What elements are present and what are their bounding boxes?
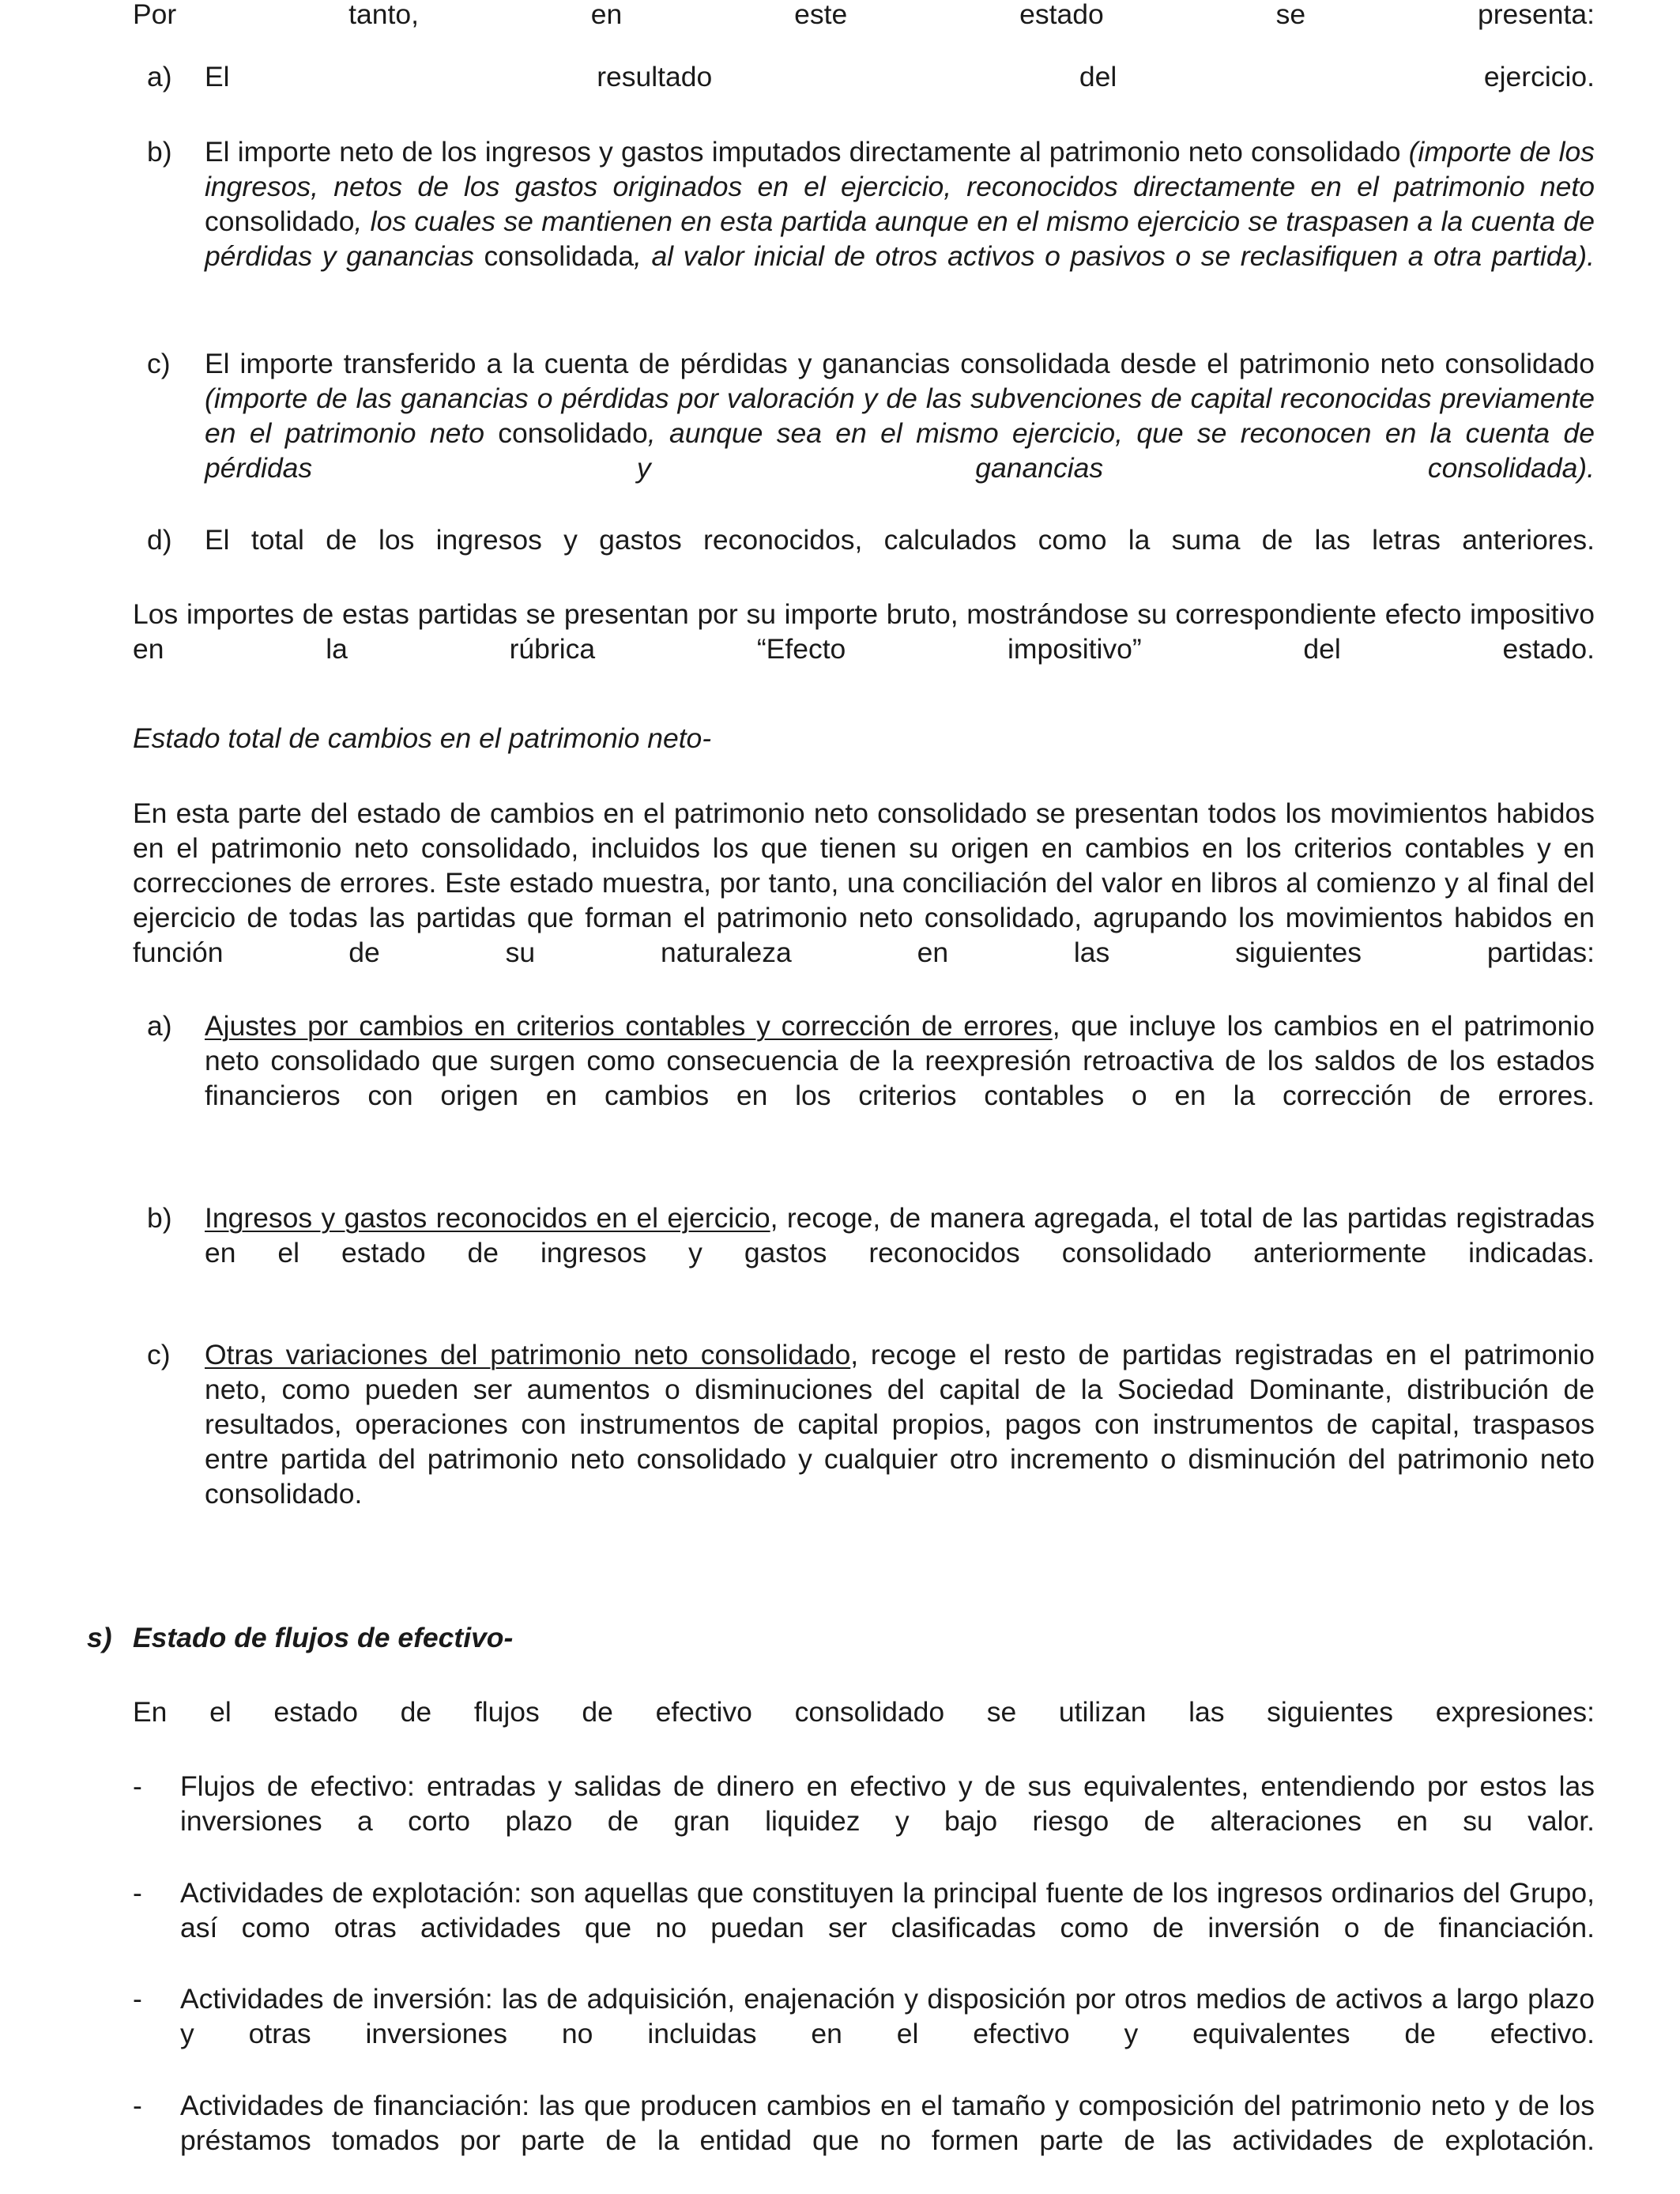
list2-b-title: Ingresos y gastos reconocidos en el ejercicio	[205, 1202, 770, 1234]
list2-a-rest: , que incluye los cambios en el patrimonio neto consolidado que surgen como consecuencia de la reexpresión retroactiva de los saldos de los estados financieros con origen en cambios en los criterios contables o en la corrección de errores.	[205, 1010, 1595, 1111]
list1-b-label: b)	[147, 136, 172, 168]
list1-b-part2: (importe de los ingresos, netos de los gastos originados en el ejercicio, reconocidos directamente en el patrimonio neto	[205, 136, 1595, 202]
dash-item-4-text: Actividades de financiación: las que producen cambios en el tamaño y composición del patrimonio neto y de los préstamos tomados por parte de la entidad que no formen parte de las actividades de explotación.	[180, 2090, 1595, 2156]
dash-item-2-bullet: -	[133, 1877, 142, 1909]
list2-a-label: a)	[147, 1010, 172, 1042]
estado-total-heading: Estado total de cambios en el patrimonio neto-	[133, 722, 712, 754]
list2-b-text	[205, 1201, 1595, 1305]
list2-a-text	[205, 1008, 1595, 1148]
list1-c-text	[205, 346, 1595, 520]
list1-c-label: c)	[147, 348, 171, 379]
list1-a-text: El resultado del ejercicio.	[205, 61, 1595, 92]
list1-b-part6: , al valor inicial de otros activos o pasivos o se reclasifiquen a otra partida).	[634, 240, 1595, 272]
list2-c-text	[205, 1337, 1595, 1546]
list1-c-part3: consolidado	[498, 417, 648, 449]
list2-c-rest: , recoge el resto de partidas registradas en el patrimonio neto, como pueden ser aumentos o disminuciones del capital de la Sociedad Dominante, distribución de resultados, operaciones con instrumentos de capital propios, pagos con instrumentos de capital, traspasos entre partida del patrimonio neto consolidado y cualquier otro incremento o disminución del patrimonio neto consolidado.	[205, 1339, 1595, 1510]
list2-c-label: c)	[147, 1339, 171, 1370]
list2-c-title: Otras variaciones del patrimonio neto consolidado	[205, 1339, 851, 1370]
flujos-intro-paragraph: En el estado de flujos de efectivo consolidado se utilizan las siguientes expresiones:	[133, 1696, 1595, 1728]
list1-d-text: El total de los ingresos y gastos reconocidos, calculados como la suma de las letras anteriores.	[205, 524, 1595, 556]
estado-total-paragraph: En esta parte del estado de cambios en el patrimonio neto consolidado se presentan todos los movimientos habidos en el patrimonio neto consolidado, incluidos los que tienen su origen en cambios en los criterios contables y en correcciones de errores. Este estado muestra, por tanto, una conciliación del valor en libros al comienzo y al final del ejercicio de todas las partidas que forman el patrimonio neto consolidado, agrupando los movimientos habidos en función de su naturaleza en las siguientes partidas:	[133, 797, 1595, 968]
list1-c-part4: , aunque sea en el mismo ejercicio, que se reconocen en la cuenta de pérdidas y ganancias consolidada).	[205, 417, 1595, 484]
dash-item-1-text: Flujos de efectivo: entradas y salidas de dinero en efectivo y de sus equivalentes, entendiendo por estos las inversiones a corto plazo de gran liquidez y bajo riesgo de alteraciones en su valor.	[180, 1770, 1595, 1837]
list1-c-part2: (importe de las ganancias o pérdidas por valoración y de las subvenciones de capital reconocidas previamente en el patrimonio neto	[205, 383, 1595, 449]
intro-paragraph: Por tanto, en este estado se presenta:	[133, 0, 1595, 30]
list1-b-part5: consolidada	[484, 240, 634, 272]
list2-a-title: Ajustes por cambios en criterios contables y corrección de errores	[205, 1010, 1053, 1042]
list1-b-part1: El importe neto de los ingresos y gastos imputados directamente al patrimonio neto consolidado	[205, 136, 1409, 168]
importes-paragraph: Los importes de estas partidas se presentan por su importe bruto, mostrándose su correspondiente efecto impositivo en la rúbrica “Efecto impositivo” del estado.	[133, 598, 1595, 665]
dash-item-2-text: Actividades de explotación: son aquellas que constituyen la principal fuente de los ingresos ordinarios del Grupo, así como otras actividades que no puedan ser clasificadas como de inversión o de financiación.	[180, 1877, 1595, 1943]
list1-b-part4: , los cuales se mantienen en esta partida aunque en el mismo ejercicio se traspasen a la cuenta de pérdidas y ganancias	[205, 205, 1595, 272]
section-s-title: Estado de flujos de efectivo-	[133, 1622, 514, 1653]
dash-item-3-text: Actividades de inversión: las de adquisición, enajenación y disposición por otros medios de activos a largo plazo y otras inversiones no incluidas en el efectivo y equivalentes de efectivo.	[180, 1983, 1595, 2049]
list2-b-rest: , recoge, de manera agregada, el total de las partidas registradas en el estado de ingresos y gastos reconocidos consolidado anteriormente indicadas.	[205, 1202, 1595, 1269]
list1-c-part1: El importe transferido a la cuenta de pérdidas y ganancias consolidada desde el patrimonio neto consolidado	[205, 348, 1595, 379]
list1-b-part3: consolidado	[205, 205, 355, 237]
dash-item-1-bullet: -	[133, 1770, 142, 1802]
dash-item-3-bullet: -	[133, 1983, 142, 2015]
list1-b-text	[205, 134, 1595, 308]
dash-item-4-bullet: -	[133, 2090, 142, 2121]
section-s-label: s)	[87, 1622, 112, 1653]
list1-d-label: d)	[147, 524, 172, 556]
list1-a-label: a)	[147, 61, 172, 92]
list2-b-label: b)	[147, 1202, 172, 1234]
